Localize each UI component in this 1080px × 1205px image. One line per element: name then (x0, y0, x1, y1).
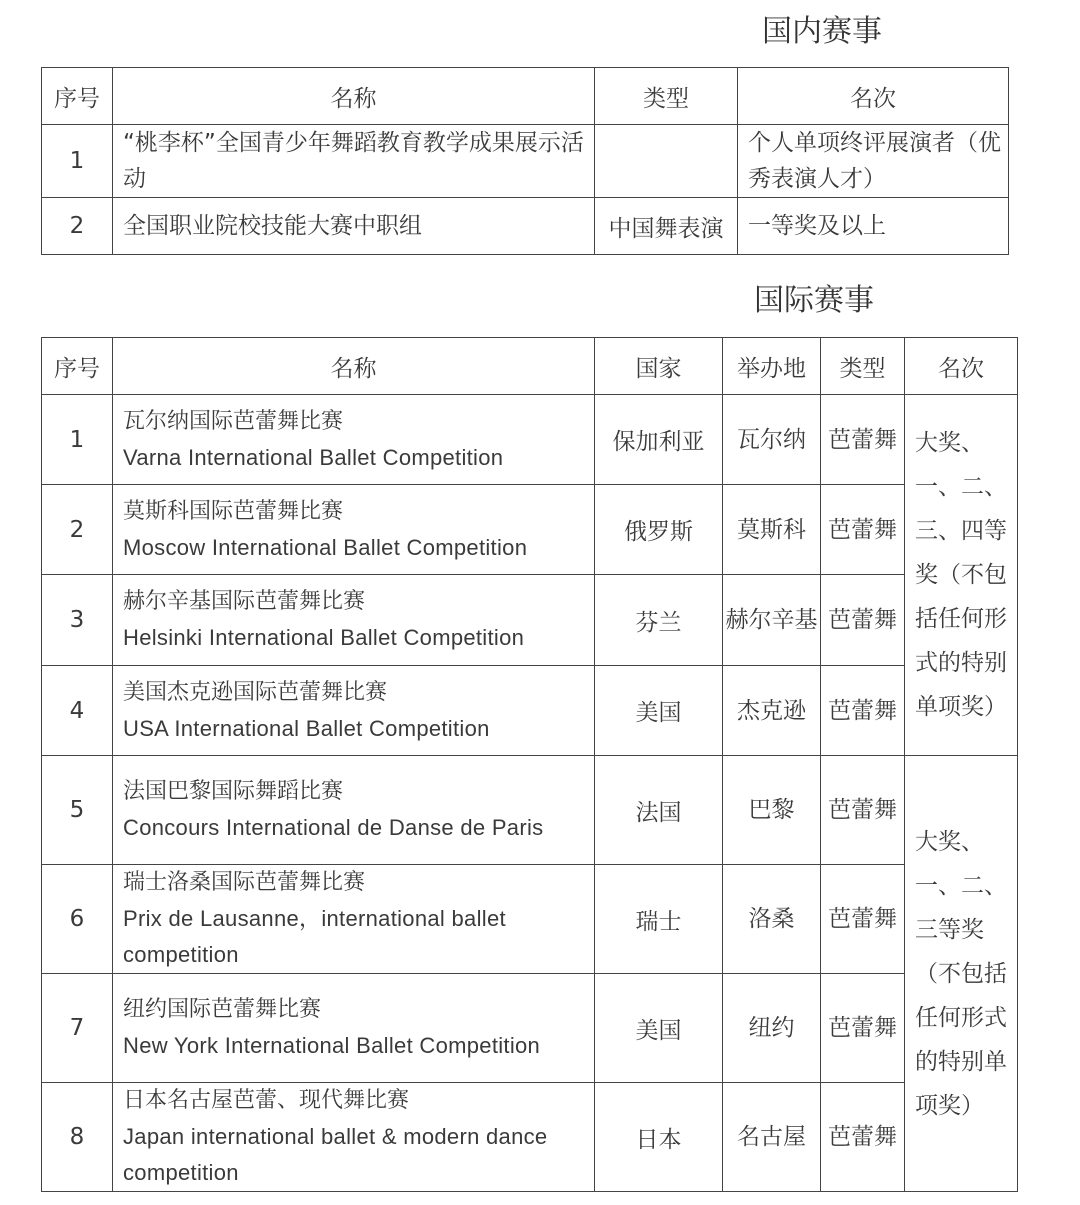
table-row (42, 1083, 1018, 1192)
domestic-table (41, 67, 1009, 255)
row-number: 4 (42, 666, 113, 756)
competition-type: 芭蕾舞 (821, 1083, 905, 1192)
row-number: 8 (42, 1083, 113, 1192)
rank-group-2: 大奖、一、二、三等奖（不包括任何形式的特别单项奖） (905, 756, 1018, 1192)
table-row (42, 575, 1018, 666)
competition-type (595, 125, 738, 198)
domestic-header-rank: 名次 (738, 68, 1009, 125)
international-table (41, 337, 1018, 1192)
domestic-header-type: 类型 (595, 68, 738, 125)
competition-name-en: Concours International de Danse de Paris (123, 815, 544, 840)
intl-header-venue: 举办地 (723, 338, 821, 395)
table-row (42, 666, 1018, 756)
competition-rank: 一等奖及以上 (738, 198, 1009, 255)
competition-name-en: Varna International Ballet Competition (123, 444, 504, 470)
competition-name-en: New York International Ballet Competition (123, 1033, 541, 1058)
competition-name: 全国职业院校技能大赛中职组 (113, 198, 595, 255)
competition-name (113, 974, 595, 1083)
intl-header-name: 名称 (113, 338, 595, 395)
row-number: 1 (42, 125, 113, 198)
competition-type: 芭蕾舞 (821, 575, 905, 666)
competition-name-en: Japan international ballet & modern dance competition (123, 1124, 548, 1185)
competition-country: 瑞士 (595, 865, 723, 974)
competition-venue: 纽约 (723, 974, 821, 1083)
competition-country: 法国 (595, 756, 723, 865)
competition-type: 芭蕾舞 (821, 974, 905, 1083)
competition-name-en: Moscow International Ballet Competition (123, 534, 528, 560)
competition-name-en: USA International Ballet Competition (123, 715, 490, 741)
table-row (42, 865, 1018, 974)
competition-country: 俄罗斯 (595, 485, 723, 575)
intl-header-country: 国家 (595, 338, 723, 395)
competition-type: 中国舞表演 (595, 198, 738, 255)
competition-venue: 瓦尔纳 (723, 395, 821, 485)
domestic-header-name: 名称 (113, 68, 595, 125)
row-number: 3 (42, 575, 113, 666)
domestic-section-title: 国内赛事 (762, 14, 882, 49)
competition-name (113, 395, 595, 485)
competition-name (113, 575, 595, 666)
table-row (42, 485, 1018, 575)
domestic-header-row (42, 68, 1009, 125)
competition-type: 芭蕾舞 (821, 865, 905, 974)
competition-name-zh: 瑞士洛桑国际芭蕾舞比赛 (123, 870, 366, 895)
table-row (42, 125, 1009, 198)
row-number: 2 (42, 198, 113, 255)
competition-country: 芬兰 (595, 575, 723, 666)
competition-name-zh: 赫尔辛基国际芭蕾舞比赛 (123, 589, 366, 614)
competition-country: 日本 (595, 1083, 723, 1192)
competition-name-zh: 美国杰克逊国际芭蕾舞比赛 (123, 679, 388, 705)
competition-type: 芭蕾舞 (821, 666, 905, 756)
competition-name (113, 865, 595, 974)
competition-name (113, 1083, 595, 1192)
competition-country: 美国 (595, 666, 723, 756)
table-row (42, 395, 1018, 485)
competition-name-zh: 法国巴黎国际舞蹈比赛 (123, 779, 344, 804)
competition-name (113, 666, 595, 756)
table-row (42, 756, 1018, 865)
intl-header-no: 序号 (42, 338, 113, 395)
row-number: 6 (42, 865, 113, 974)
table-row (42, 974, 1018, 1083)
competition-rank: 个人单项终评展演者（优秀表演人才） (738, 125, 1009, 198)
competition-venue: 莫斯科 (723, 485, 821, 575)
competition-venue: 名古屋 (723, 1083, 821, 1192)
competition-name (113, 756, 595, 865)
row-number: 5 (42, 756, 113, 865)
competition-name-zh: 瓦尔纳国际芭蕾舞比赛 (123, 408, 344, 434)
competition-name (113, 485, 595, 575)
competition-type: 芭蕾舞 (821, 756, 905, 865)
competition-venue: 巴黎 (723, 756, 821, 865)
competition-venue: 洛桑 (723, 865, 821, 974)
competition-name-zh: 纽约国际芭蕾舞比赛 (123, 997, 322, 1022)
international-header-row (42, 338, 1018, 395)
competition-name-en: Helsinki International Ballet Competition (123, 625, 525, 650)
rank-group-1: 大奖、一、二、三、四等奖（不包括任何形式的特别单项奖） (905, 395, 1018, 756)
table-row (42, 198, 1009, 255)
competition-name-zh: 莫斯科国际芭蕾舞比赛 (123, 498, 344, 524)
competition-venue: 杰克逊 (723, 666, 821, 756)
intl-header-type: 类型 (821, 338, 905, 395)
international-section-title: 国际赛事 (754, 283, 874, 318)
intl-header-rank: 名次 (905, 338, 1018, 395)
competition-country: 保加利亚 (595, 395, 723, 485)
competition-name: “桃李杯”全国青少年舞蹈教育教学成果展示活动 (113, 125, 595, 198)
competition-venue: 赫尔辛基 (723, 575, 821, 666)
competition-name-en: Prix de Lausanne，international ballet competition (123, 906, 506, 967)
competition-type: 芭蕾舞 (821, 395, 905, 485)
row-number: 1 (42, 395, 113, 485)
row-number: 7 (42, 974, 113, 1083)
competition-name-zh: 日本名古屋芭蕾、现代舞比赛 (123, 1088, 410, 1113)
competition-country: 美国 (595, 974, 723, 1083)
row-number: 2 (42, 485, 113, 575)
domestic-header-no: 序号 (42, 68, 113, 125)
competition-type: 芭蕾舞 (821, 485, 905, 575)
